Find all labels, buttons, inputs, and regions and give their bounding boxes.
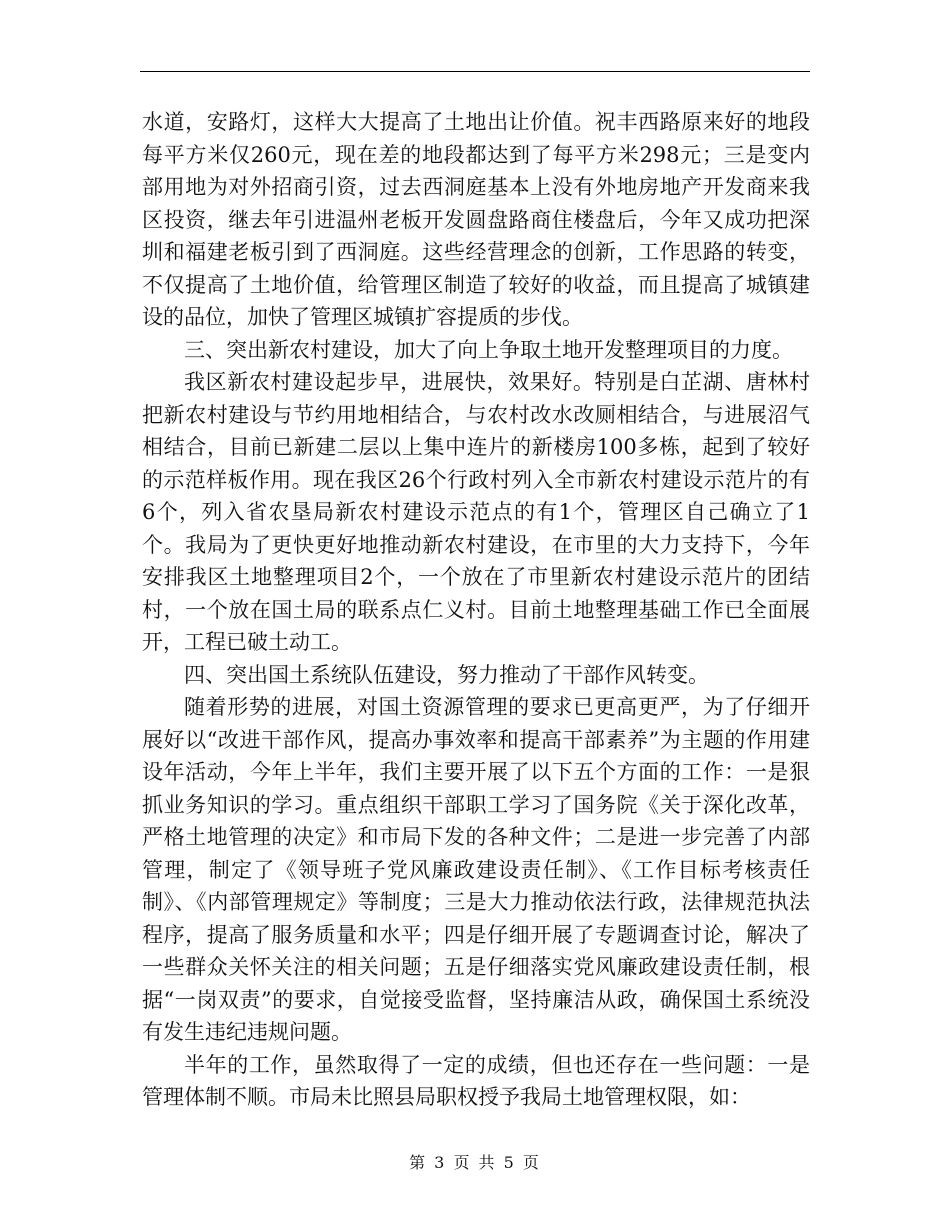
page-footer: 第 3 页 共 5 页 [409,1153,541,1172]
header-rule [140,71,810,72]
document-body [142,106,810,1114]
paragraph-new-countryside: 我区新农村建设起步早，进展快，效果好。特别是白芷湖、唐林村把新农村建设与节约用地相结合，与农村改水改厕相结合，与进展沼气相结合，目前已新建二层以上集中连片的新楼房100多栋，起到了较好的示范样板作用。现在我区26个行政村列入全市新农村建设示范片的有6个，列入省农垦局新农村建设示范点的有1个，管理区自己确立了1个。我局为了更快更好地推动新农村建设，在市里的大力支持下，今年安排我区土地整理项目2个，一个放在了市里新农村建设示范片的团结村，一个放在国土局的联系点仁义村。目前土地整理基础工作已全面展开，工程已破土动工。 [142,370,810,654]
paragraph-problems: 半年的工作，虽然取得了一定的成绩，但也还存在一些问题：一是管理体制不顺。市局未比照县局职权授予我局土地管理权限，如： [142,1052,810,1109]
paragraph-land-value: 水道，安路灯，这样大大提高了土地出让价值。祝丰西路原来好的地段每平方米仅260元，现在差的地段都达到了每平方米298元；三是变内部用地为对外招商引资，过去西洞庭基本上没有外地房地产开发商来我区投资，继去年引进温州老板开发圆盘路商住楼盘后，今年又成功把深圳和福建老板引到了西洞庭。这些经营理念的创新，工作思路的转变，不仅提高了土地价值，给管理区制造了较好的收益，而且提高了城镇建设的品位，加快了管理区城镇扩容提质的步伐。 [142,110,810,329]
section-heading-new-countryside: 三、突出新农村建设，加大了向上争取土地开发整理项目的力度。 [184,337,793,362]
paragraph-team-building: 随着形势的进展，对国土资源管理的要求已更高更严，为了仔细开展好以“改进干部作风，提高办事效率和提高干部素养”为主题的作用建设年活动，今年上半年，我们主要开展了以下五个方面的工作：一是狠抓业务知识的学习。重点组织干部职工学习了国务院《关于深化改革，严格土地管理的决定》和市局下发的各种文件；二是进一步完善了内部管理，制定了《领导班子党风廉政建设责任制》、《工作目标考核责任制》、《内部管理规定》等制度；三是大力推动依法行政，法律规范执法程序，提高了服务质量和水平；四是仔细开展了专题调查讨论，解决了一些群众关怀关注的相关问题；五是仔细落实党风廉政建设责任制，根据“一岗双责”的要求，自觉接受监督，坚持廉洁从政，确保国土系统没有发生违纪违规问题。 [142,695,810,1044]
section-heading-team-building: 四、突出国土系统队伍建设，努力推动了干部作风转变。 [184,662,709,687]
